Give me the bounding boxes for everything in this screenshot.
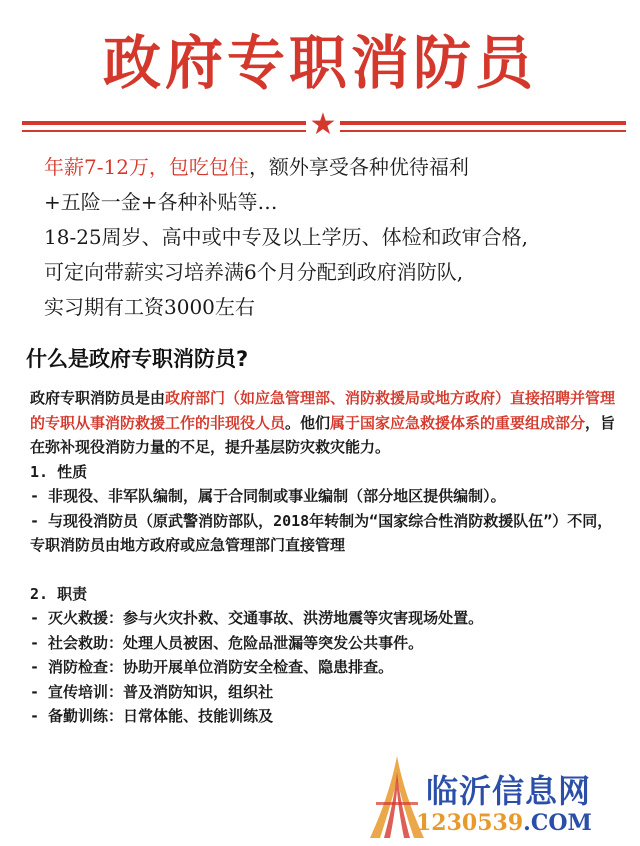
star-icon: ★: [309, 107, 337, 142]
salary-highlight: 年薪7-12万，包吃包住: [44, 155, 249, 179]
article-body: [30, 386, 622, 729]
nature-item: - 与现役消防员（原武警消防部队，2018年转制为“国家综合性消防救援队伍”）不同，专职消防员由地方政府或应急管理部门直接管理: [30, 511, 613, 554]
watermark-url-digits: 1230539: [416, 810, 524, 836]
intro-block: [44, 150, 624, 325]
watermark-site-name: 临沂信息网: [426, 772, 592, 810]
definition-paragraph: [30, 386, 622, 460]
intro-line-5: 实习期有工资3000左右: [44, 295, 255, 319]
divider-right-thin: [340, 130, 626, 132]
duties-item: - 灭火救援：参与火灾扑救、交通事故、洪涝地震等灾害现场处置。: [30, 609, 484, 627]
divider-left-thin: [22, 130, 306, 132]
duties-item: - 社会救助：处理人员被困、危险品泄漏等突发公共事件。: [30, 633, 424, 652]
watermark: [356, 748, 640, 846]
page-title: 政府专职消防员: [102, 29, 537, 97]
intro-line-2: +五险一金+各种补贴等…: [44, 190, 278, 214]
section-title: 什么是政府专职消防员?: [26, 347, 249, 371]
intro-line-4: 可定向带薪实习培养满6个月分配到政府消防队,: [44, 260, 464, 284]
nature-item: - 非现役、非军队编制，属于合同制或事业编制（部分地区提供编制）。: [30, 487, 506, 505]
duties-item: - 备勤训练：日常体能、技能训练及: [30, 707, 274, 725]
intro-line-1: [44, 150, 624, 185]
duties-item: - 消防检查：协助开展单位消防安全检查、隐患排查。: [30, 658, 394, 676]
duties-item: - 宣传培训：普及消防知识，组织社: [30, 682, 274, 701]
watermark-url-suffix: .COM: [523, 810, 592, 836]
nature-heading: 1. 性质: [30, 462, 88, 481]
intro-line-3: 18-25周岁、高中或中专及以上学历、体检和政审合格,: [44, 225, 529, 249]
definition-highlight-1: 政府部门（如应急管理部、消防救援局或地方政府）直接招聘并管理的专职从事消防救援工作的非现役人员: [30, 389, 616, 432]
definition-highlight-2: 属于国家应急救援体系的重要组成部分: [330, 413, 586, 432]
definition-text-3: ，旨在弥补现役消防力量的不足，提升基层防灾救灾能力。: [30, 413, 616, 456]
definition-text-1: 政府专职消防员是由: [30, 389, 166, 407]
salary-rest: ，额外享受各种优待福利: [248, 155, 469, 179]
watermark-url: [416, 810, 592, 836]
divider-right: [340, 121, 626, 125]
definition-text-2: 。他们: [285, 413, 331, 432]
divider-left: [22, 121, 306, 125]
duties-heading: 2. 职责: [30, 584, 88, 603]
